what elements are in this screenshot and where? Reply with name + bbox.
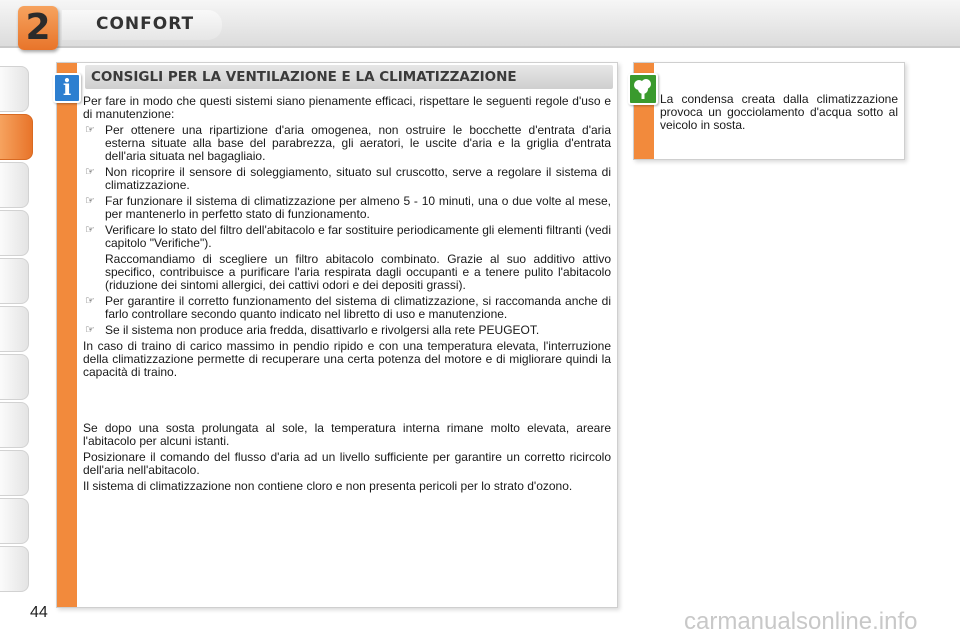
list-item: ☞ Se il sistema non produce aria fredda, disattivarlo e rivolgersi alla rete PEUGEOT. (85, 323, 540, 337)
tree-icon (628, 73, 658, 105)
accent-strip (57, 63, 77, 607)
towing-paragraph: In caso di traino di carico massimo in pendio ripido e con una temperatura elevata, l'interruzione della climatizzazione permette di recuperare una certa potenza del motore e di migliorare quindi la capacità di traino. (83, 339, 611, 379)
list-item: ☞ Far funzionare il sistema di climatizzazione per almeno 5 - 10 minuti, una o due volte al mese, per mantenerlo in perfetto stato di funzionamento. (85, 194, 611, 221)
page-number: 44 (30, 604, 48, 621)
side-tab-11[interactable] (0, 546, 29, 592)
chapter-side-tabs (0, 66, 34, 576)
pointing-hand-icon: ☞ (85, 295, 95, 307)
side-tab-10[interactable] (0, 498, 29, 544)
sun-paragraph: Se dopo una sosta prolungata al sole, la temperatura interna rimane molto elevata, areare l'abitacolo per alcuni istanti. (83, 421, 611, 448)
filter-note: Raccomandiamo di scegliere un filtro abitacolo combinato. Grazie al suo additivo attivo specifico, contribuisce a purificare l'aria respirata dagli occupanti e a tenere pulito l'abitacolo (riduzione dei sintomi allergici, dei cattivi odori e dei depositi grassi). (105, 252, 611, 292)
eco-note: La condensa creata dalla climatizzazione provoca un gocciolamento d'acqua sotto al veicolo in sosta. (660, 92, 898, 132)
list-item: ☞ Per garantire il corretto funzionamento del sistema di climatizzazione, si raccomanda anche di farlo controllare secondo quanto indicato nel libretto di uso e manutenzione. (85, 294, 611, 321)
eco-panel (633, 62, 905, 160)
chapter-title: CONFORT (96, 14, 195, 34)
watermark: carmanualsonline.info (684, 608, 918, 635)
side-tab-8[interactable] (0, 402, 29, 448)
side-tab-3[interactable] (0, 162, 29, 208)
pointing-hand-icon: ☞ (85, 166, 95, 178)
section-title: CONSIGLI PER LA VENTILAZIONE E LA CLIMATIZZAZIONE (85, 65, 613, 89)
side-tab-1[interactable] (0, 66, 29, 112)
list-item: ☞ Non ricoprire il sensore di soleggiamento, situato sul cruscotto, serve a regolare il sistema di climatizzazione. (85, 165, 611, 192)
section-body (83, 95, 611, 496)
side-tab-2-active[interactable] (0, 114, 33, 160)
pointing-hand-icon: ☞ (85, 195, 95, 207)
side-tab-5[interactable] (0, 258, 29, 304)
pointing-hand-icon: ☞ (85, 124, 95, 136)
airflow-paragraph: Posizionare il comando del flusso d'aria ad un livello sufficiente per garantire un corretto ricircolo dell'aria nell'abitacolo. (83, 450, 611, 477)
list-item: ☞ Per ottenere una ripartizione d'aria omogenea, non ostruire le bocchette d'entrata d'aria esterna situate alla base del parabrezza, gli aeratori, le uscite d'aria e la griglia d'entrata dell'aria situata nel bagagliaio. (85, 123, 611, 163)
ozone-paragraph: Il sistema di climatizzazione non contiene cloro e non presenta pericoli per lo strato d'ozono. (83, 479, 573, 493)
main-panel (56, 62, 618, 608)
spacer (83, 382, 611, 422)
chapter-badge: 2 (18, 6, 58, 50)
side-tab-7[interactable] (0, 354, 29, 400)
side-tab-4[interactable] (0, 210, 29, 256)
pointing-hand-icon: ☞ (85, 224, 95, 236)
pointing-hand-icon: ☞ (85, 324, 95, 336)
info-icon: i (53, 73, 81, 103)
side-tab-6[interactable] (0, 306, 29, 352)
list-item: ☞ Verificare lo stato del filtro dell'abitacolo e far sostituire periodicamente gli elementi filtranti (vedi capitolo "Verifiche"). (85, 223, 611, 250)
intro-paragraph: Per fare in modo che questi sistemi siano pienamente efficaci, rispettare le seguenti regole d'uso e di manutenzione: (83, 94, 611, 121)
side-tab-9[interactable] (0, 450, 29, 496)
